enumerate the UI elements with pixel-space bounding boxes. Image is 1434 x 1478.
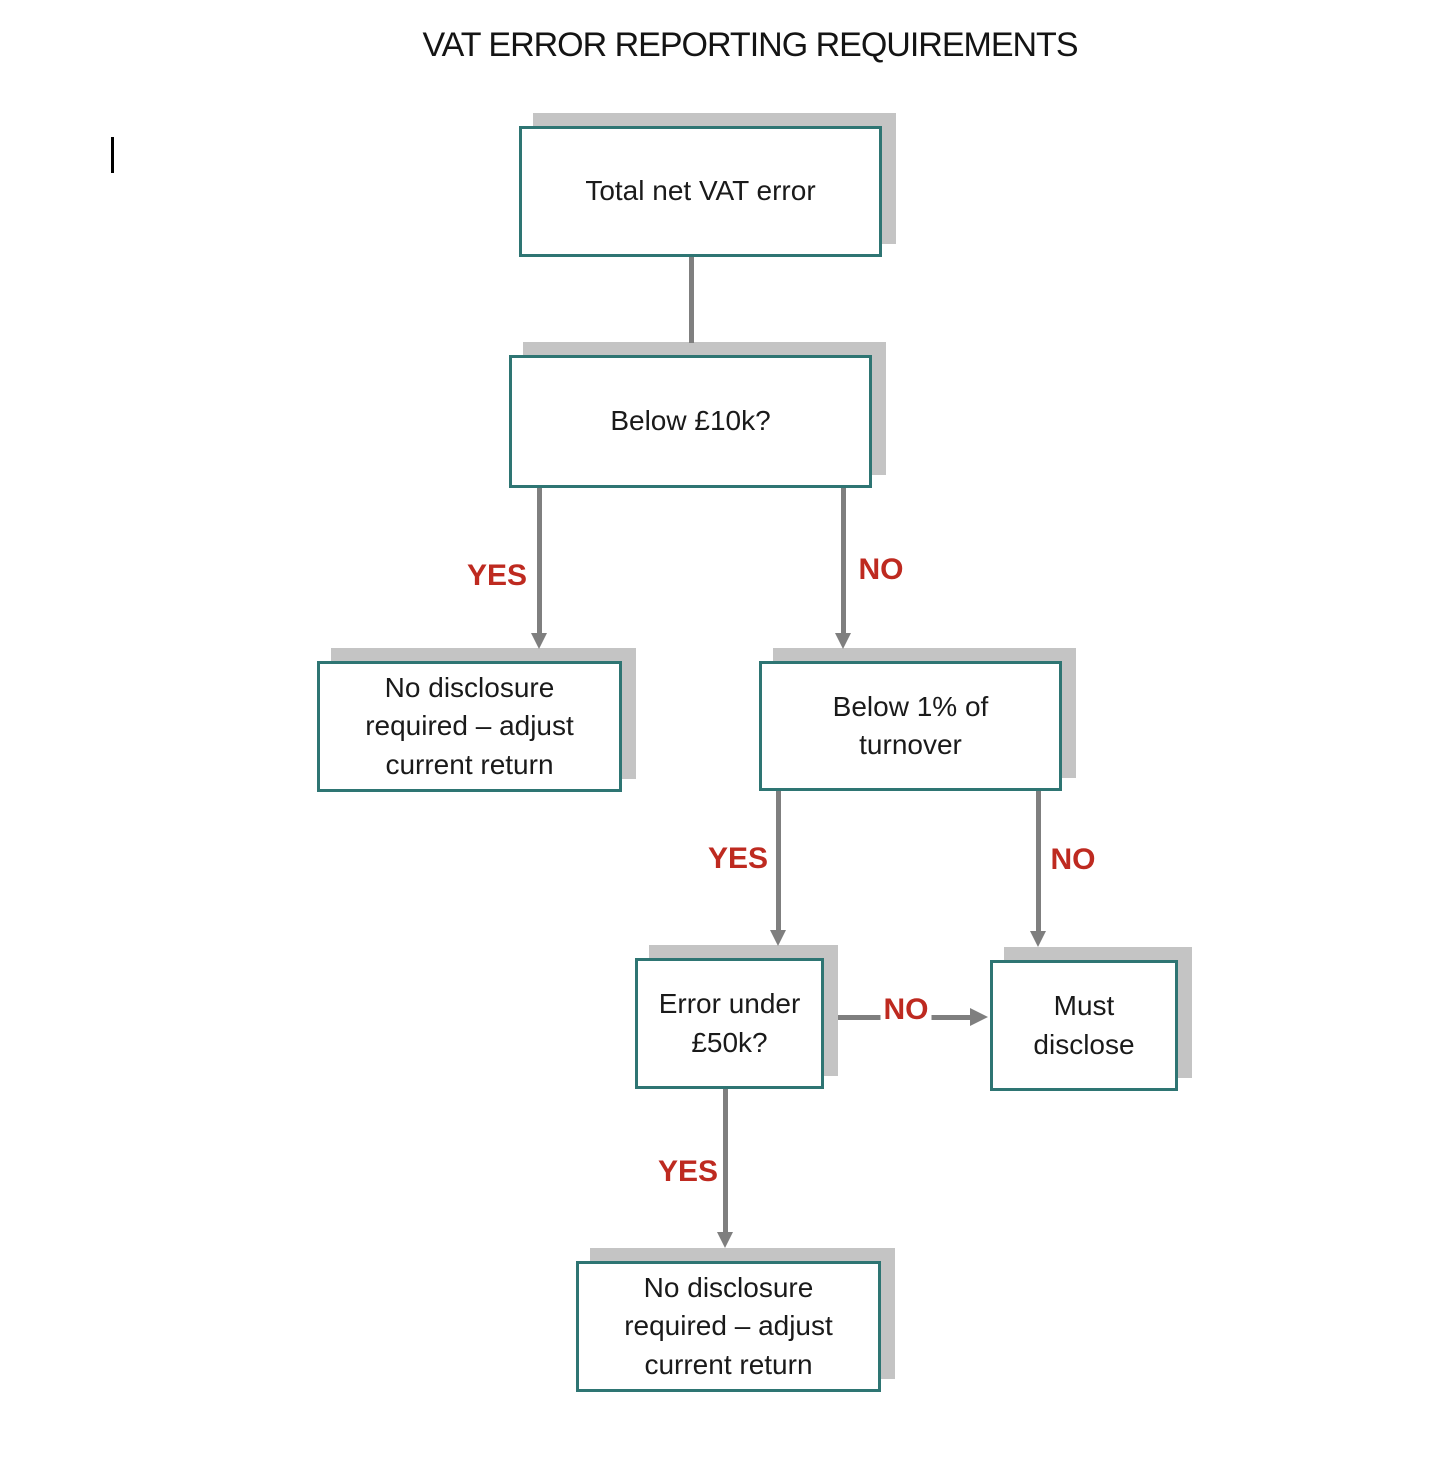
node-label: Below £10k? <box>610 405 771 437</box>
arrow-yes-to-no-disclosure-bottom <box>723 1089 728 1232</box>
edge-label-no: NO <box>858 553 904 586</box>
arrowhead-down-icon <box>835 633 851 649</box>
arrowhead-down-icon <box>717 1232 733 1248</box>
node-label: Total net VAT error <box>585 175 816 207</box>
connector-line <box>689 257 694 343</box>
edge-label-no: NO <box>881 993 932 1027</box>
arrowhead-down-icon <box>1030 931 1046 947</box>
node-label: Below 1% of turnover <box>832 690 989 760</box>
node-below-1pct-turnover <box>759 661 1062 791</box>
node-label: No disclosure required – adjust current return <box>365 672 574 780</box>
node-below-10k <box>509 355 872 488</box>
text-cursor <box>111 137 114 173</box>
edge-label-no: NO <box>1050 843 1096 876</box>
edge-label-yes: YES <box>657 1155 719 1188</box>
node-error-under-50k <box>635 958 824 1089</box>
node-no-disclosure-left <box>317 661 622 792</box>
edge-label-yes: YES <box>466 559 528 592</box>
arrowhead-down-icon <box>770 930 786 946</box>
node-must-disclose <box>990 960 1178 1091</box>
arrow-yes-to-error-under-50k <box>776 791 781 930</box>
node-label: No disclosure required – adjust current return <box>624 1272 833 1380</box>
node-label: Must disclose <box>1033 990 1135 1060</box>
arrowhead-down-icon <box>531 633 547 649</box>
node-no-disclosure-bottom <box>576 1261 881 1392</box>
edge-label-yes: YES <box>707 842 769 875</box>
node-label: Error under £50k? <box>658 988 801 1058</box>
arrow-no-to-must-disclose <box>1036 791 1041 931</box>
arrow-no-to-below-1pct <box>841 488 846 633</box>
arrow-yes-to-no-disclosure <box>537 488 542 633</box>
node-total-net-vat-error <box>519 126 882 257</box>
arrowhead-right-icon <box>970 1008 988 1026</box>
page-title: VAT ERROR REPORTING REQUIREMENTS <box>422 26 1078 64</box>
